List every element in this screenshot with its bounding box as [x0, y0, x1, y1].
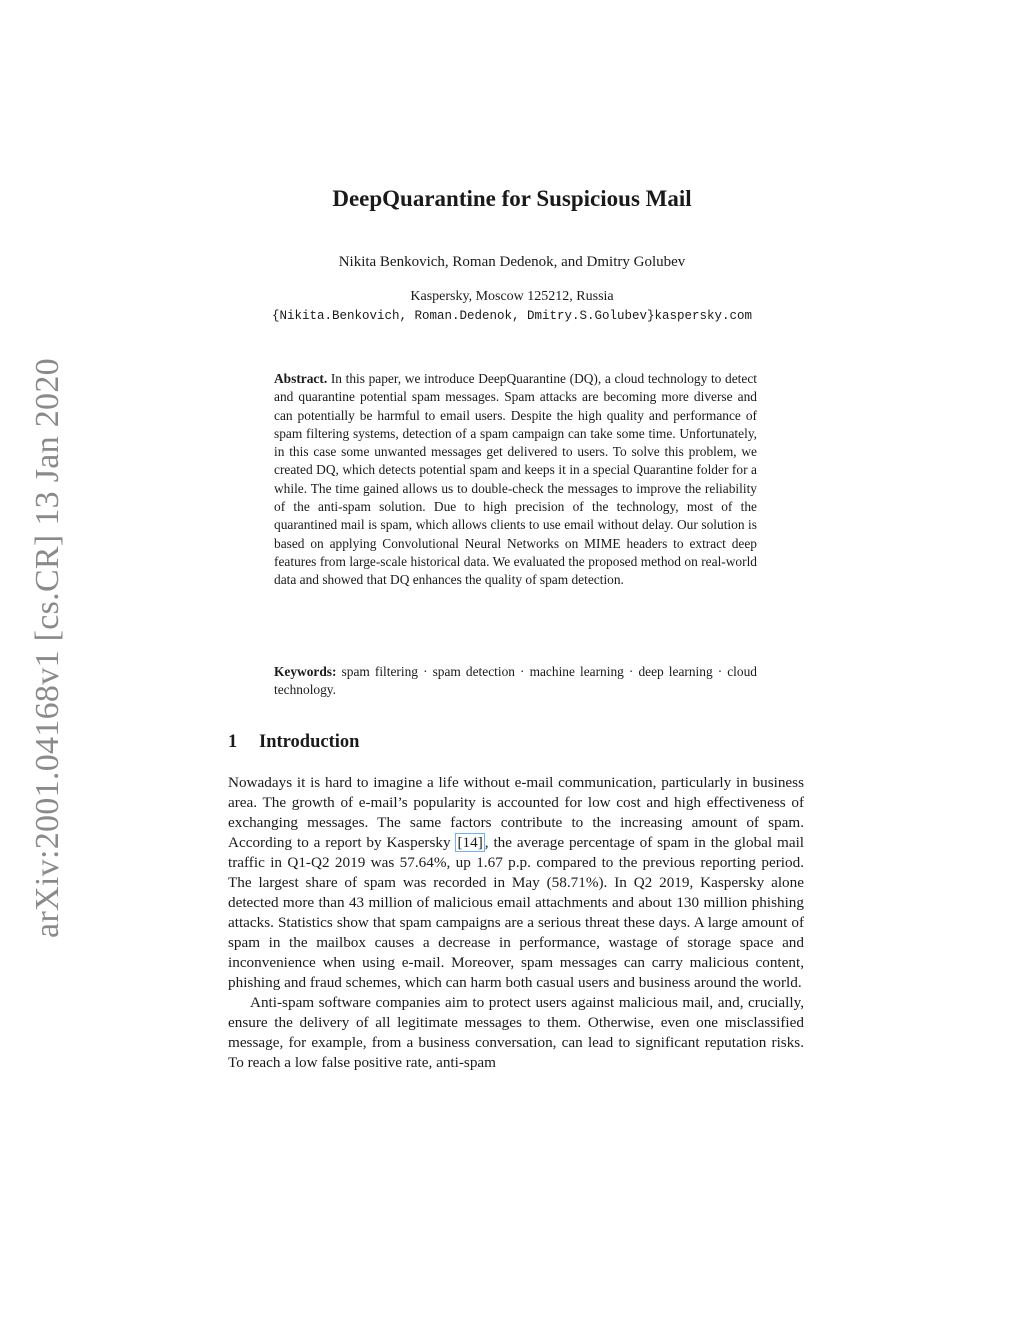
introduction-body [228, 773, 804, 1073]
section-number: 1 [228, 732, 238, 752]
section-heading-introduction [228, 732, 359, 753]
section-title: Introduction [259, 732, 360, 752]
paragraph-1 [228, 773, 804, 993]
paragraph-1-text-b: , the average percentage of spam in the global mail traffic in Q1-Q2 2019 was 57.64%, up 1.67 p.p. compared to the previous reporting period. The largest share of spam was recorded in May (58.71%). In Q2 2019, Kaspersky alone detected more than 43 million of malicious email attachments and about 130 million phishing attacks. Statistics show that spam campaigns are a serious threat these days. A large amount of spam in the mailbox causes a decrease in performance, wastage of storage space and inconvenience when using e-mail. Moreover, spam messages can carry malicious content, phishing and fraud schemes, which can harm both casual users and business around the world. [228, 834, 805, 991]
arxiv-identifier: arXiv:2001.04168v1 [cs.CR] 13 Jan 2020 [29, 357, 66, 938]
affiliation: Kaspersky, Moscow 125212, Russia [410, 289, 614, 304]
author-list: Nikita Benkovich, Roman Dedenok, and Dmitry Golubev [338, 254, 686, 270]
abstract [274, 370, 757, 590]
author-emails: {Nikita.Benkovich, Roman.Dedenok, Dmitry.S.Golubev}kaspersky.com [271, 309, 753, 323]
citation-link-14[interactable]: [14] [457, 834, 483, 851]
paper-title: DeepQuarantine for Suspicious Mail [332, 186, 692, 211]
arxiv-side-stamp [28, 355, 68, 940]
keywords-text: spam filtering · spam detection · machine learning · deep learning · cloud technology. [274, 664, 757, 698]
abstract-label: Abstract. [274, 371, 328, 386]
keywords [274, 663, 757, 700]
abstract-text: In this paper, we introduce DeepQuarantine (DQ), a cloud technology to detect and quarantine potential spam messages. Spam attacks are becoming more diverse and can potentially be harmful to email users. Despite the high quality and performance of spam filtering systems, detection of a spam campaign can take some time. Unfortunately, in this case some unwanted messages get delivered to users. To solve this problem, we created DQ, which detects potential spam and keeps it in a special Quarantine folder for a while. The time gained allows us to double-check the messages to improve the reliability of the anti-spam solution. Due to high precision of the technology, most of the quarantined mail is spam, which allows clients to use email without delay. Our solution is based on applying Convolutional Neural Networks on MIME headers to extract deep features from large-scale historical data. We evaluated the proposed method on real-world data and showed that DQ enhances the quality of spam detection. [274, 371, 757, 588]
paragraph-2: Anti-spam software companies aim to protect users against malicious mail, and, crucially, ensure the delivery of all legitimate messages to them. Otherwise, even one misclassified message, for example, from a business conversation, can lead to significant reputation risks. To reach a low false positive rate, anti-spam [228, 994, 804, 1071]
keywords-label: Keywords: [274, 664, 337, 679]
paragraph-1-text-a: Nowadays it is hard to imagine a life without e-mail communication, particularly in business area. The growth of e-mail’s popularity is accounted for low cost and high effectiveness of exchanging messages. The same factors contribute to the increasing amount of spam. According to a report by Kaspersky [228, 774, 804, 851]
